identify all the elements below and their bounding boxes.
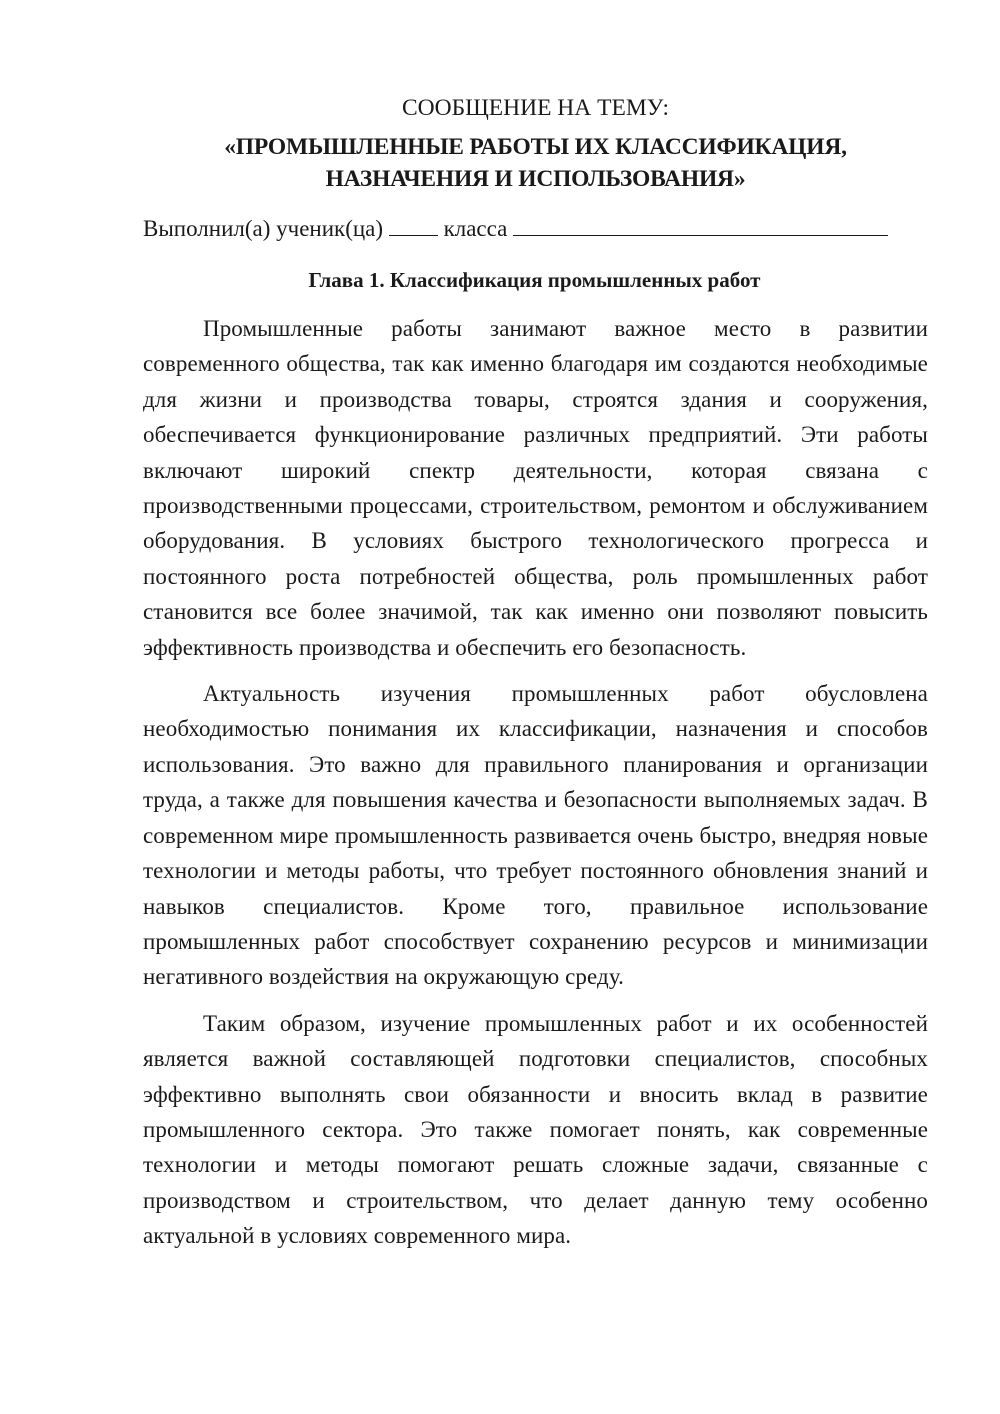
chapter-heading: Глава 1. Классификация промышленных работ (308, 268, 761, 292)
author-class-label: класса (443, 216, 508, 241)
paragraph-3: Таким образом, изучение промышленных работ и их особенностей является важной составляющей подготовки специалистов, способных эффективно выполнять свои обязанности и вносить вклад в развитие промышленного сектора. Это также помогает понять, как современные технологии и методы помогают решать сложные задачи, связанные с производством и строительством, что делает данную тему особенно актуальной в условиях современного мира. (143, 1010, 928, 1249)
title-line-2: «ПРОМЫШЛЕННЫЕ РАБОТЫ ИХ КЛАССИФИКАЦИЯ, (224, 134, 847, 160)
title-line-1: СООБЩЕНИЕ НА ТЕМУ: (401, 95, 670, 121)
title-line-3: НАЗНАЧЕНИЯ И ИСПОЛЬЗОВАНИЯ» (325, 166, 746, 192)
paragraph-1: Промышленные работы занимают важное место в развитии современного общества, так как именно благодаря им создаются необходимые для жизни и производства товары, строятся здания и сооружения, обеспечивается функционирование различных предприятий. Эти работы включают широкий спектр деятельности, которая связана с производственными процессами, строительством, ремонтом и обслуживанием оборудования. В условиях быстрого технологического прогресса и постоянного роста потребностей общества, роль промышленных работ становится все более значимой, так как именно они позволяют повысить эффективность производства и обеспечить его безопасность. (143, 316, 928, 660)
class-blank (389, 213, 438, 236)
name-blank (513, 213, 888, 236)
author-line (143, 213, 928, 245)
paragraph-2: Актуальность изучения промышленных работ обусловлена необходимостью понимания их классификации, назначения и способов использования. Это важно для правильного планирования и организации труда, а также для повышения качества и безопасности выполняемых задач. В современном мире промышленность развивается очень быстро, внедряя новые технологии и методы работы, что требует постоянного обновления знаний и навыков специалистов. Кроме того, правильное использование промышленных работ способствует сохранению ресурсов и минимизации негативного воздействия на окружающую среду. (143, 681, 928, 990)
author-prefix: Выполнил(а) ученик(ца) (143, 216, 384, 241)
document-page (143, 92, 928, 1265)
